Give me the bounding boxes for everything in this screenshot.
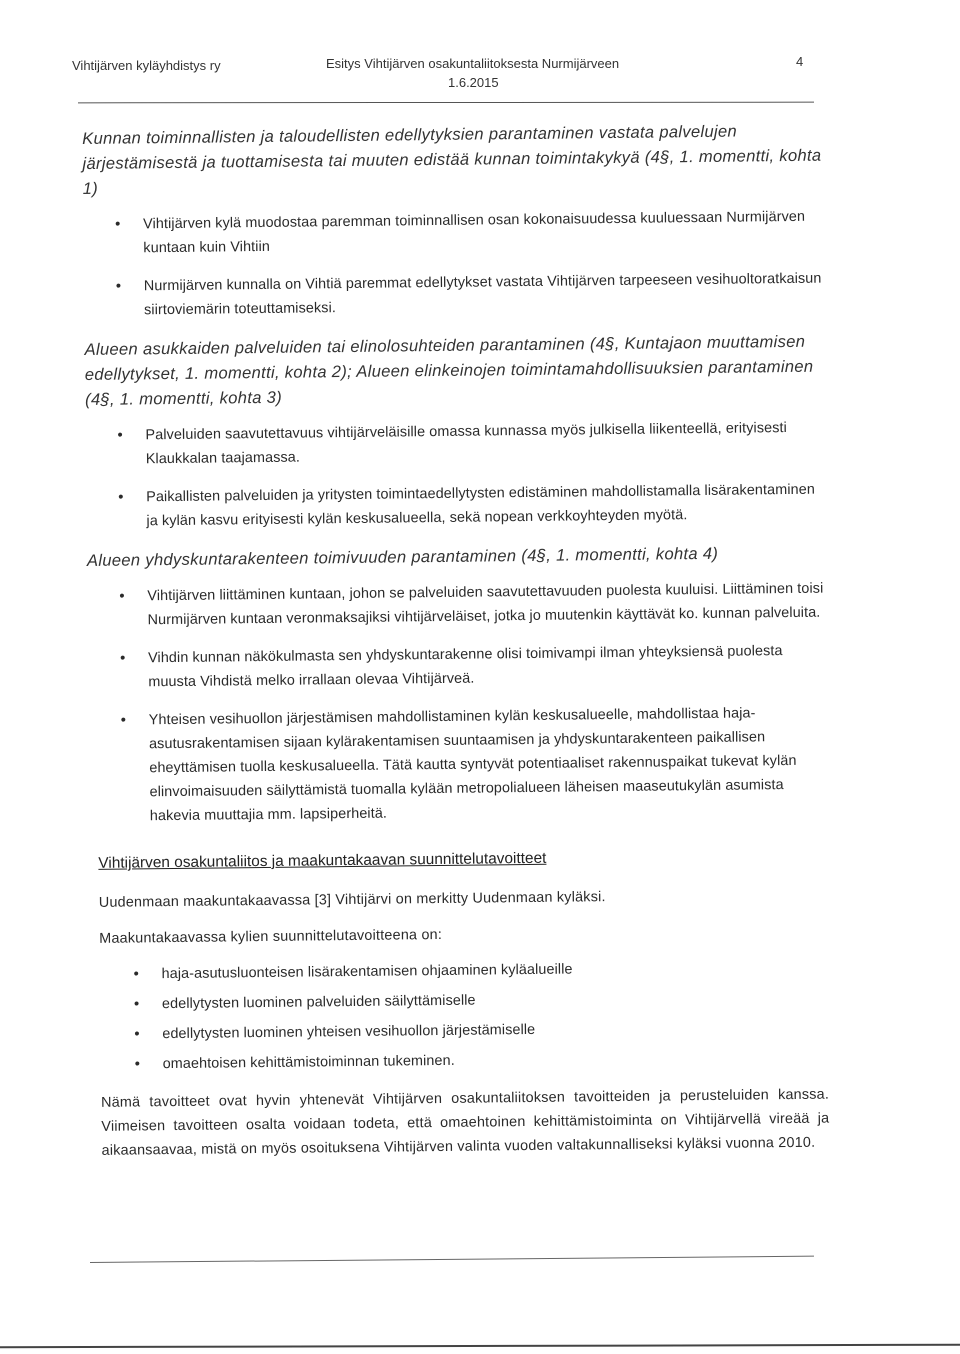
header-title: Esitys Vihtijärven osakuntaliitoksesta Nurmijärveen: [326, 56, 620, 71]
section4-para3: Nämä tavoitteet ovat hyvin yhtenevät Vihtijärven osakuntaliitoksen tavoitteiden ja perusteluiden kanssa. Viimeisen tavoitteen osalta voidaan todeta, että omaehtoinen kehittämistoiminta on Vihtijärvellä vireää ja aikaansaavaa, mistä on myös osoituksena Vihtijärven valinta vuoden valtakunnalliseksi kyläksi vuonna 2010.: [100, 1086, 830, 1159]
list-item: • Paikallisten palveluiden ja yritysten toimintaedellytysten edistäminen mahdollistamalla lisärakentaminen ja kylän kasvu erityisesti kylän keskusalueella, sekä nopean verkkoyhteyden myötä.: [146, 478, 827, 534]
section4: [90, 847, 833, 1163]
section2-bullets: [85, 416, 826, 534]
section3-bullets: [87, 577, 830, 829]
section2-intro: Alueen asukkaiden palveluiden tai elinolosuhteiden parantaminen (4§, Kuntajaon muuttamisen edellytykset, 1. momentti, kohta 2); Alueen elinkeinojen toimintamahdollisuuksien parantaminen (4§, 1. momentti, kohta 3): [84, 331, 814, 409]
section3-intro: Alueen yhdyskuntarakenteen toimivuuden parantaminen (4§, 1. momentti, kohta 4): [86, 543, 719, 570]
section4-heading: Vihtijärven osakuntaliitos ja maakuntakaavan suunnittelutavoitteet: [98, 849, 547, 872]
section1-bullets: [83, 205, 824, 323]
page-number: 4: [796, 54, 804, 69]
header-date: 1.6.2015: [448, 75, 499, 90]
section4-para2: Maakuntakaavassa kylien suunnittelutavoitteena on:: [99, 926, 443, 947]
list-item: • Vihtijärven liittäminen kuntaan, johon se palveluiden saavutettavuuden puolesta kuuluisi. Liittäminen toisi Nurmijärven kuntaan veronmaksajiksi vihtijärveläiset, jotka jo muutenkin käyttävät ko. kunnan palveluita.: [147, 577, 828, 633]
header-title-block: [326, 54, 656, 92]
list-item: • edellytysten luominen palveluiden säilyttämiselle: [162, 985, 832, 1017]
section1-intro: Kunnan toiminnallisten ja taloudellisten edellytyksien parantaminen vastata palvelujen järjestämisestä ja tuottamisesta tai muuten edistää kunnan toimintakykyä (4§, 1. momentti, kohta 1): [82, 121, 822, 198]
list-item: • Vihdin kunnan näkökulmasta sen yhdyskuntarakenne olisi toimivampi ilman yhteyksiensä puolesta muusta Vihdistä melko irrallaan olevaa Vihtijärveä.: [148, 639, 829, 695]
section4-para1: Uudenmaan maakuntakaavassa [3] Vihtijärvi on merkitty Uudenmaan kyläksi.: [98, 889, 606, 911]
list-item: • Palveluiden saavutettavuus vihtijärveläisille omassa kunnassa myös julkisella liikenteellä, erityisesti Klaukkalan taajamassa.: [145, 416, 826, 472]
list-item: • omaehtoisen kehittämistoiminnan tukeminen.: [163, 1045, 833, 1077]
scan-edge-line: [0, 1344, 960, 1349]
list-item: • Vihtijärven kylä muodostaa paremman toiminnallisen osan kokonaisuudessa kuuluessaan Nurmijärven kuntaan kuin Vihtiin: [143, 205, 824, 261]
section4-bullets: [91, 955, 832, 1077]
list-item: • Nurmijärven kunnalla on Vihtiä paremmat edellytykset vastata Vihtijärven tarpeeseen vesihuoltoratkaisun siirtoviemärin toteuttamiseksi.: [144, 267, 825, 323]
list-item: • Yhteisen vesihuollon järjestämisen mahdollistaminen kylän keskusalueelle, mahdollistaa haja-asutusrakentamisen sijaan kylärakentamisen suuntaamisen ja yhdyskuntarakenteen paikallisen eheyttämisen tuolla keskusalueella. Tätä kautta syntyvät potentiaaliset rakennuspaikat tukevat kylän elinvoimaisuuden säilyttämistä tuomalla kylään metropolialueen läheisen maaseutukylän asumista hakevia muuttajia mm. lapsiperheitä.: [149, 701, 830, 829]
header-organization: Vihtijärven kyläyhdistys ry: [72, 58, 221, 73]
list-item: • haja-asutusluonteisen lisärakentamisen ohjaaminen kyläalueille: [161, 955, 831, 987]
header-divider: [78, 102, 814, 104]
list-item: • edellytysten luominen yhteisen vesihuollon järjestämiselle: [162, 1015, 832, 1047]
footer-divider: [90, 1256, 814, 1263]
document-body: [82, 118, 834, 1175]
